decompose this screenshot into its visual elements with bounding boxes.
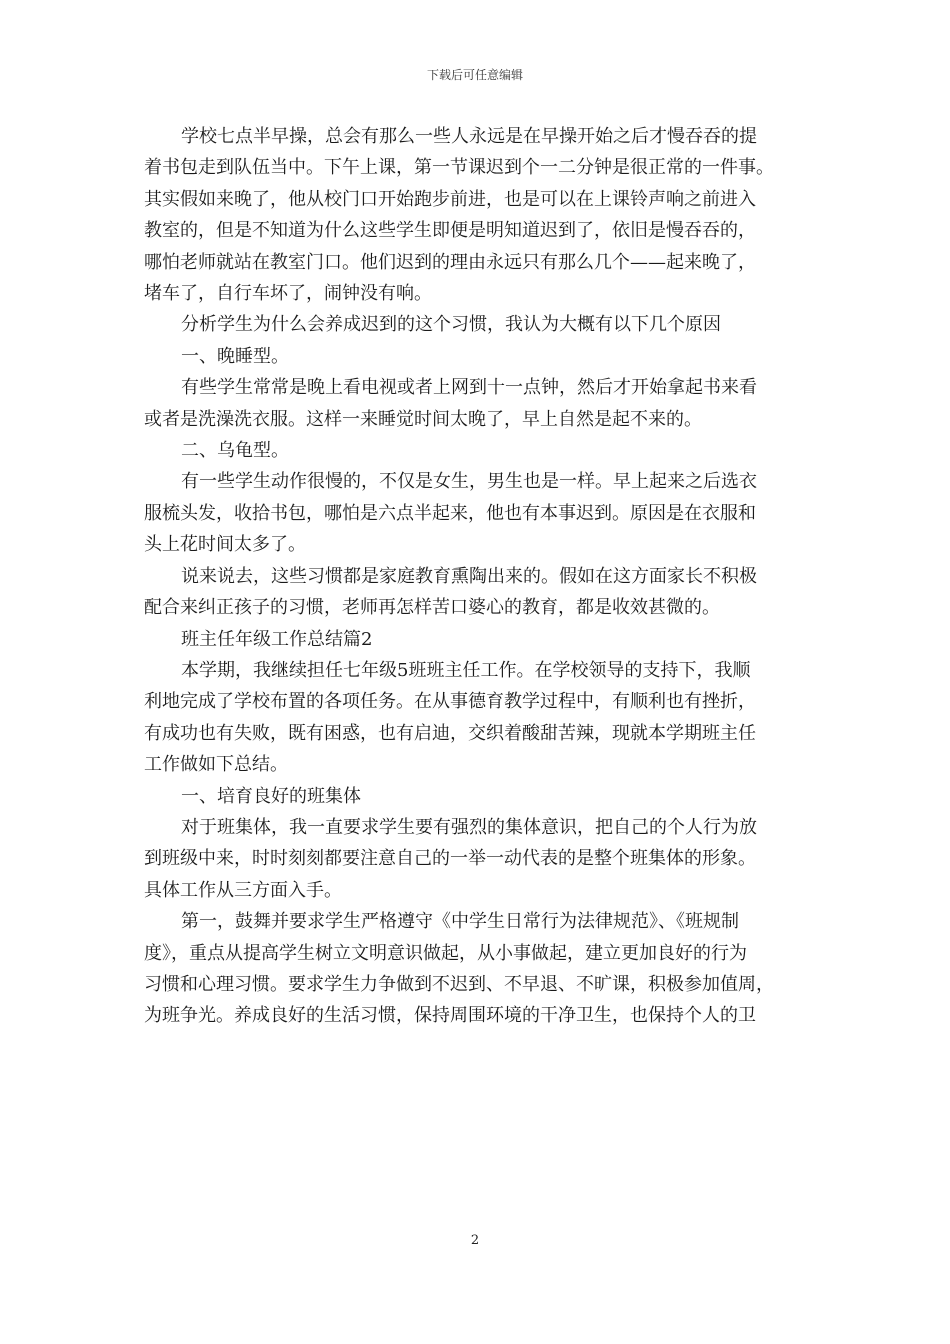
text-line: 或者是洗澡洗衣服。这样一来睡觉时间太晚了，早上自然是起不来的。 [144,408,702,430]
text-line: 本学期，我继续担任七年级5班班主任工作。在学校领导的支持下，我顺 [181,659,751,681]
paragraph [144,466,808,560]
section-heading [144,341,808,372]
paragraph [144,561,808,624]
text-line: 有些学生常常是晚上看电视或者上网到十一点钟，然后才开始拿起书来看 [181,377,757,399]
text-line: 利地完成了学校布置的各项任务。在从事德育教学过程中，有顺利也有挫折， [144,691,756,713]
article-title [144,624,808,655]
text-line: 度》，重点从提高学生树立文明意识做起，从小事做起，建立更加良好的行为 [144,942,747,964]
text-line: 哪怕老师就站在教室门口。他们迟到的理由永远只有那么几个——起来晚了， [144,251,756,273]
page-number: 2 [470,1233,480,1248]
text-line: 头上花时间太多了。 [144,534,306,556]
text-line: 二、乌龟型。 [181,440,289,462]
page-header: 下载后可任意编辑 [426,68,523,82]
text-line: 有一些学生动作很慢的，不仅是女生，男生也是一样。早上起来之后选衣 [181,471,757,493]
text-line: 配合来纠正孩子的习惯，老师再怎样苦口婆心的教育，都是收效甚微的。 [144,597,720,619]
text-line: 其实假如来晚了，他从校门口开始跑步前进，也是可以在上课铃声响之前进入 [144,188,756,210]
paragraph [144,372,808,435]
section-heading [144,781,808,812]
text-line: 第一，鼓舞并要求学生严格遵守《中学生日常行为法律规范》、《班规制 [181,911,739,933]
text-line: 工作做如下总结。 [144,754,288,776]
text-line: 一、晚睡型。 [181,345,289,367]
text-line: 一、培育良好的班集体 [181,785,361,807]
text-line: 有成功也有失败，既有困惑，也有启迪，交织着酸甜苦辣，现就本学期班主任 [144,722,756,744]
text-line: 堵车了，自行车坏了，闹钟没有响。 [144,283,432,305]
text-line: 对于班集体，我一直要求学生要有强烈的集体意识，把自己的个人行为放 [181,816,757,838]
text-line: 着书包走到队伍当中。下午上课，第一节课迟到个一二分钟是很正常的一件事。 [144,157,774,179]
text-line: 班主任年级工作总结篇2 [181,628,373,650]
text-line: 到班级中来，时时刻刻都要注意自己的一举一动代表的是整个班集体的形象。 [144,848,756,870]
document-body [144,121,808,1032]
paragraph [144,309,808,340]
text-line: 服梳头发，收拾书包，哪怕是六点半起来，他也有本事迟到。原因是在衣服和 [144,502,756,524]
text-line: 习惯和心理习惯。要求学生力争做到不迟到、不早退、不旷课，积极参加值周， [144,973,774,995]
text-line: 为班争光。养成良好的生活习惯，保持周围环境的干净卫生，也保持个人的卫 [144,1005,756,1027]
paragraph [144,906,808,1032]
text-line: 说来说去，这些习惯都是家庭教育熏陶出来的。假如在这方面家长不积极 [181,565,757,587]
paragraph [144,121,808,309]
paragraph [144,655,808,781]
paragraph [144,812,808,906]
text-line: 分析学生为什么会养成迟到的这个习惯，我认为大概有以下几个原因 [181,314,721,336]
text-line: 教室的，但是不知道为什么这些学生即便是明知道迟到了，依旧是慢吞吞的， [144,220,756,242]
text-line: 具体工作从三方面入手。 [144,879,342,901]
text-line: 学校七点半早操，总会有那么一些人永远是在早操开始之后才慢吞吞的提 [181,126,757,147]
section-heading [144,435,808,466]
